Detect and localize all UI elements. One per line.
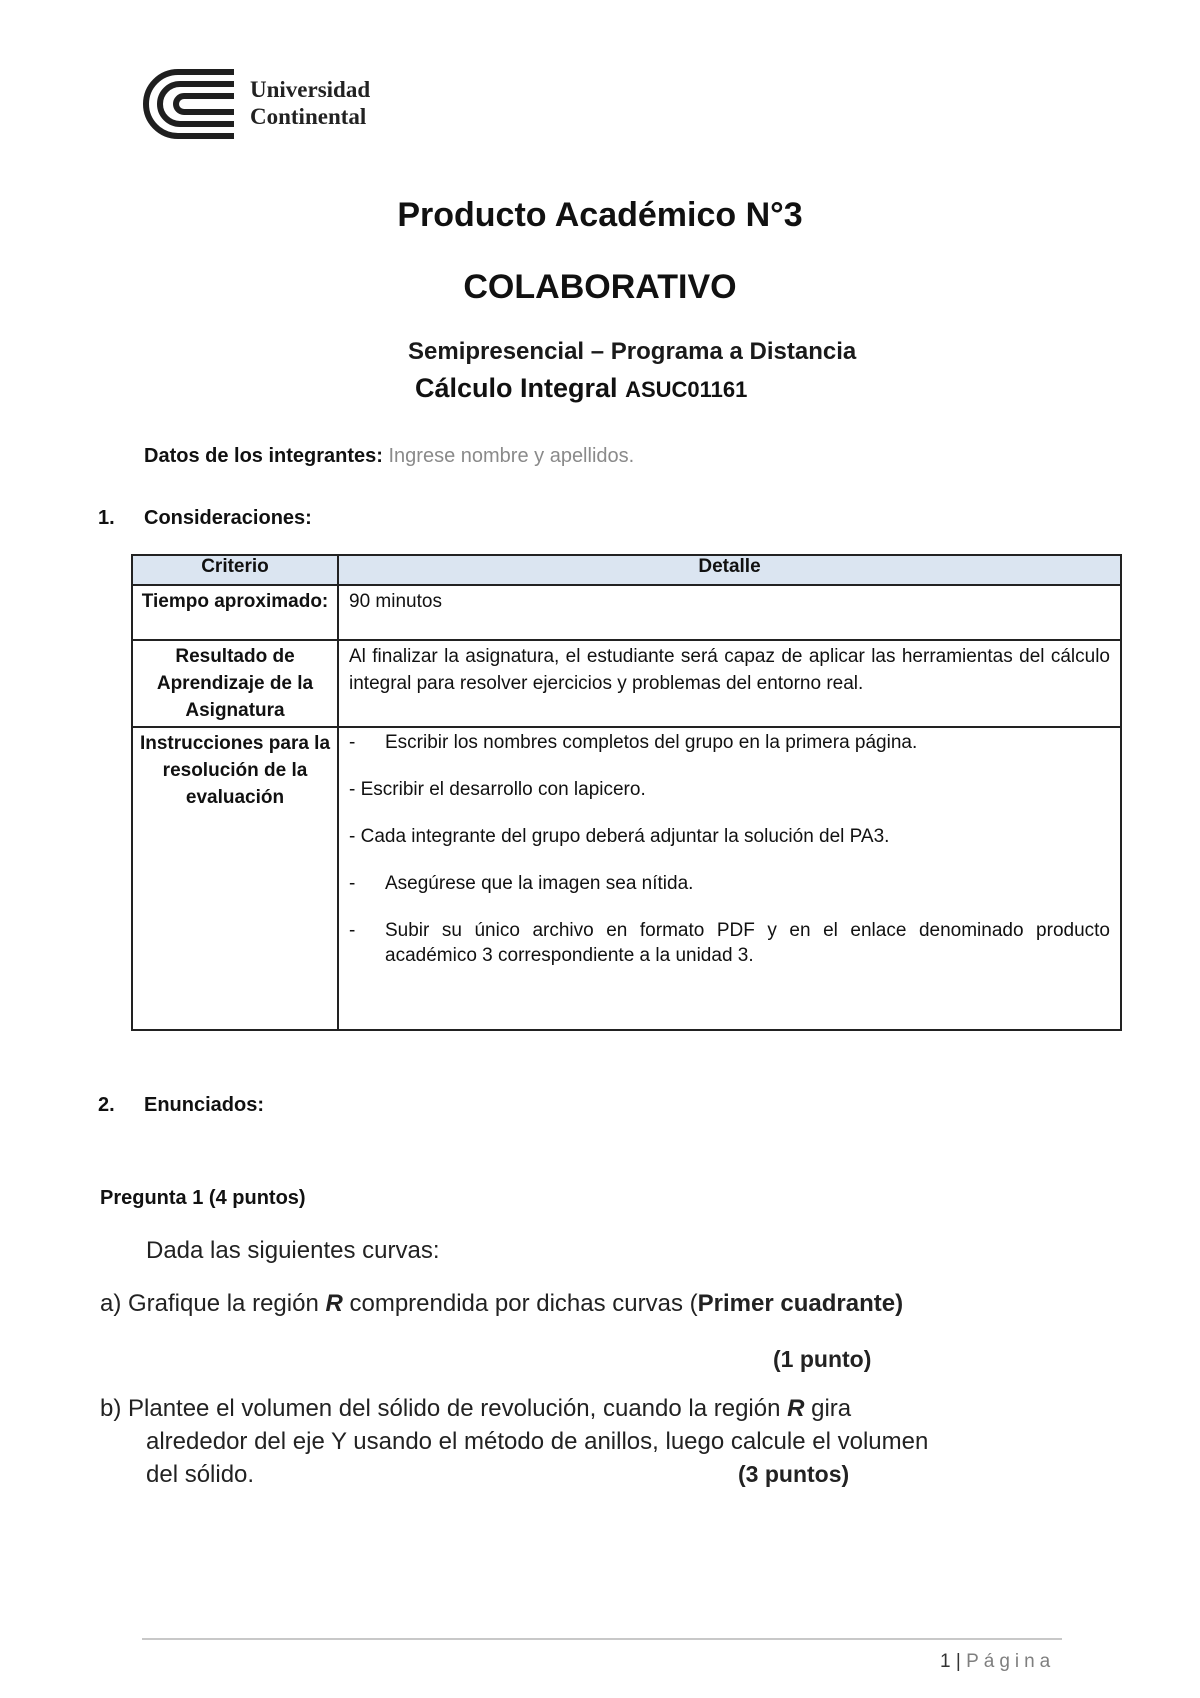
logo-line1: Universidad [250,77,371,102]
page-subtitle: COLABORATIVO [463,268,737,306]
part-b-points: (3 puntos) [738,1461,850,1487]
row-detalle: 90 minutos [338,585,1121,640]
section-number: 2. [98,1094,115,1116]
list-item: - Cada integrante del grupo deberá adjuntar la solución del PA3. [349,826,890,847]
section-heading-1 [98,507,312,530]
table-row [132,585,1121,640]
members-placeholder: Ingrese nombre y apellidos. [388,445,635,467]
question-part-b-line2: alrededor del eje Y usando el método de anillos, luego calcule el volumen [146,1428,929,1455]
question-part-b: b) Plantee el volumen del sólido de revolución, cuando la región R gira [100,1395,852,1422]
section-heading-2 [98,1094,264,1117]
logo-line2: Continental [250,104,367,129]
members-line [144,445,634,468]
course-code: ASUC01161 [625,377,748,402]
criteria-table [131,554,1122,1031]
row-detalle: Al finalizar la asignatura, el estudiante será capaz de aplicar las herramientas del cálculo integral para resolver ejercicios y problemas del entorno real. [338,640,1121,727]
row-criterio: Instrucciones para la resolución de la evaluación [132,727,338,1030]
list-item: - Subir su único archivo en formato PDF y en el enlace denominado producto académico 3 correspondiente a la unidad 3. [349,920,1110,966]
instructions-list [338,727,1121,1030]
table-header-row [132,555,1121,585]
row-criterio: Resultado de Aprendizaje de la Asignatura [132,640,338,727]
list-item: - Escribir los nombres completos del grupo en la primera página. [349,732,918,753]
section-number: 1. [98,507,115,529]
course-name: Cálculo Integral [415,373,618,403]
members-label: Datos de los integrantes: [144,445,383,467]
section-title: Consideraciones: [144,507,312,529]
section-title: Enunciados: [144,1094,265,1116]
page-footer [940,1651,1055,1673]
page-title: Producto Académico N°3 [397,196,803,234]
table-row [132,640,1121,727]
footer-divider [142,1638,1062,1640]
logo-text [250,76,370,130]
question-part-a: a) Grafique la región R comprendida por dichas curvas (Primer cuadrante) [100,1290,904,1317]
question-intro: Dada las siguientes curvas: [146,1237,440,1264]
question-part-b-line3: del sólido. (3 puntos) [146,1461,850,1488]
list-item: - Asegúrese que la imagen sea nítida. [349,873,694,894]
header-detalle: Detalle [338,555,1121,585]
footer-separator: | [955,1651,961,1672]
row-criterio: Tiempo aproximado: [132,585,338,640]
list-item: - Escribir el desarrollo con lapicero. [349,779,646,800]
table-row [132,727,1121,1030]
page-number: 1 [940,1651,951,1672]
course-line [415,373,747,404]
part-a-points: (1 punto) [773,1346,872,1372]
modality-text: Semipresencial – Programa a Distancia [408,338,857,365]
header-criterio: Criterio [132,555,338,585]
page-label: Página [966,1651,1056,1672]
question-title: Pregunta 1 (4 puntos) [100,1187,306,1209]
